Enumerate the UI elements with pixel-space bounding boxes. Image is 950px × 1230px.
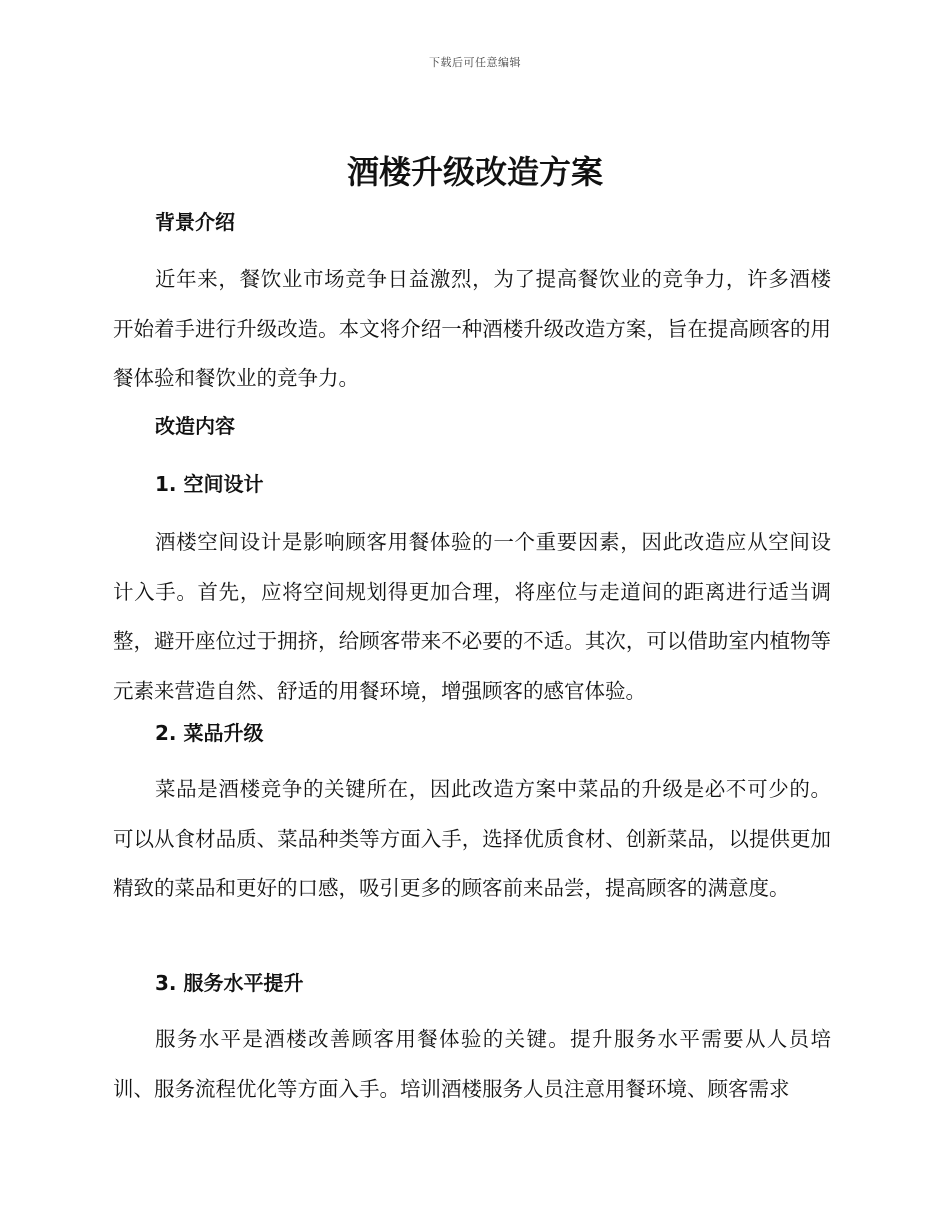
heading-space-design: 1. 空间设计 xyxy=(155,472,264,496)
paragraph-dish-upgrade: 菜品是酒楼竞争的关键所在，因此改造方案中菜品的升级是必不可少的。可以从食材品质、菜品种类等方面入手，选择优质食材、创新菜品，以提供更加精致的菜品和更好的口感，吸引更多的顾客前来品尝，提高顾客的满意度。 xyxy=(113,777,831,900)
header-note: 下载后可任意编辑 xyxy=(429,56,521,69)
paragraph-space-design: 酒楼空间设计是影响顾客用餐体验的一个重要因素，因此改造应从空间设计入手。首先，应将空间规划得更加合理，将座位与走道间的距离进行适当调整，避开座位过于拥挤，给顾客带来不必要的不适。其次，可以借助室内植物等元素来营造自然、舒适的用餐环境，增强顾客的感官体验。 xyxy=(113,530,831,703)
heading-content: 改造内容 xyxy=(155,414,235,438)
heading-dish-upgrade: 2. 菜品升级 xyxy=(155,721,264,745)
paragraph-service-upgrade: 服务水平是酒楼改善顾客用餐体验的关键。提升服务水平需要从人员培训、服务流程优化等方面入手。培训酒楼服务人员注意用餐环境、顾客需求 xyxy=(113,1027,831,1101)
heading-background: 背景介绍 xyxy=(155,210,235,234)
page-title: 酒楼升级改造方案 xyxy=(346,153,603,191)
paragraph-background: 近年来，餐饮业市场竞争日益激烈，为了提高餐饮业的竞争力，许多酒楼开始着手进行升级改造。本文将介绍一种酒楼升级改造方案，旨在提高顾客的用餐体验和餐饮业的竞争力。 xyxy=(113,267,831,390)
heading-service-upgrade: 3. 服务水平提升 xyxy=(155,971,304,995)
